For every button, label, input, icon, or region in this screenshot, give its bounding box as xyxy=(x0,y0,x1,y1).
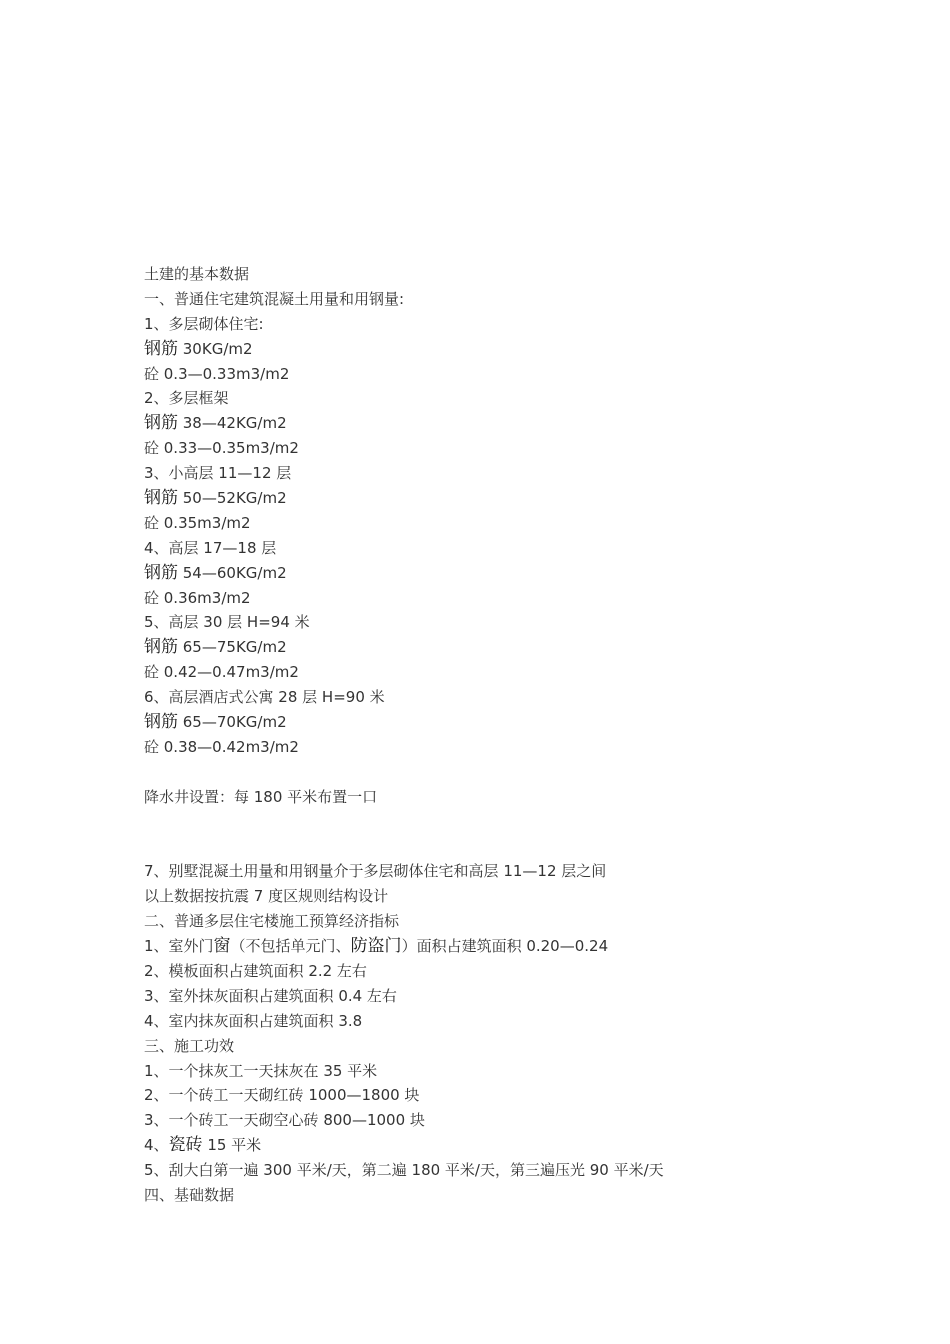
document-line: 5、高层 30 层 H=94 米 xyxy=(144,613,310,632)
document-line: 2、模板面积占建筑面积 2.2 左右 xyxy=(144,961,367,980)
emphasized-text: 瓷砖 xyxy=(168,1135,203,1156)
line-text: 30KG/m2 xyxy=(178,339,253,358)
line-text: ）面积占建筑面积 0.20—0.24 xyxy=(401,937,609,956)
document-line xyxy=(144,635,864,660)
document-line: 3、室外抹灰面积占建筑面积 0.4 左右 xyxy=(144,986,397,1005)
document-line: 一、普通住宅建筑混凝土用量和用钢量: xyxy=(144,289,405,308)
emphasized-text: 钢筋 xyxy=(144,338,178,359)
document-line: 3、小高层 11—12 层 xyxy=(144,464,292,483)
line-text: 54—60KG/m2 xyxy=(178,563,287,582)
document-line: 砼 0.38—0.42m3/m2 xyxy=(144,737,299,756)
document-line: 砼 0.3—0.33m3/m2 xyxy=(144,364,290,383)
document-line: 砼 0.36m3/m2 xyxy=(144,588,251,607)
line-text: 50—52KG/m2 xyxy=(178,489,287,508)
document-line: 7、别墅混凝土用量和用钢量介于多层砌体住宅和高层 11—12 层之间 xyxy=(144,862,607,881)
emphasized-text: 钢筋 xyxy=(144,413,178,434)
document-line xyxy=(144,337,864,362)
document-line: 砼 0.42—0.47m3/m2 xyxy=(144,663,299,682)
document-line: 4、室内抹灰面积占建筑面积 3.8 xyxy=(144,1011,363,1030)
line-text: 38—42KG/m2 xyxy=(178,414,287,433)
line-text: 4、 xyxy=(144,1136,169,1155)
document-line xyxy=(144,710,864,735)
document-line: 4、高层 17—18 层 xyxy=(144,538,277,557)
document-line: 5、刮大白第一遍 300 平米/天，第二遍 180 平米/天，第三遍压光 90 平米/天 xyxy=(144,1161,664,1180)
line-text: 65—70KG/m2 xyxy=(178,713,287,732)
document-line: 砼 0.35m3/m2 xyxy=(144,513,251,532)
emphasized-text: 钢筋 xyxy=(144,488,178,509)
blank-line xyxy=(144,810,864,835)
document-line: 3、一个砖工一天砌空心砖 800—1000 块 xyxy=(144,1111,425,1130)
document-line xyxy=(144,486,864,511)
document-line xyxy=(144,411,864,436)
document-line: 砼 0.33—0.35m3/m2 xyxy=(144,439,299,458)
line-text: 15 平米 xyxy=(202,1136,262,1155)
document-line: 2、一个砖工一天砌红砖 1000—1800 块 xyxy=(144,1086,420,1105)
emphasized-text: 窗 xyxy=(213,936,231,957)
document-line xyxy=(144,934,864,959)
document-line: 以上数据按抗震 7 度区规则结构设计 xyxy=(144,887,389,906)
document-line xyxy=(144,561,864,586)
document-line: 1、多层砌体住宅: xyxy=(144,314,264,333)
document-line: 6、高层酒店式公寓 28 层 H=90 米 xyxy=(144,688,385,707)
document-line: 2、多层框架 xyxy=(144,389,229,408)
document-line: 三、施工功效 xyxy=(144,1036,235,1055)
document-lines xyxy=(144,287,864,1208)
blank-line xyxy=(144,834,864,859)
document-line: 四、基础数据 xyxy=(144,1185,235,1204)
emphasized-text: 钢筋 xyxy=(144,562,178,583)
emphasized-text: 钢筋 xyxy=(144,637,178,658)
emphasized-text: 钢筋 xyxy=(144,712,178,733)
document-title: 土建的基本数据 xyxy=(144,265,250,283)
document-line: 1、一个抹灰工一天抹灰在 35 平米 xyxy=(144,1061,378,1080)
document-line: 二、普通多层住宅楼施工预算经济指标 xyxy=(144,912,400,931)
line-text: （不包括单元门、 xyxy=(230,937,351,956)
document-line xyxy=(144,1133,864,1158)
document-line: 降水井设置：每 180 平米布置一口 xyxy=(144,787,378,806)
document-body xyxy=(144,262,864,1208)
line-text: 65—75KG/m2 xyxy=(178,638,287,657)
line-text: 1、室外门 xyxy=(144,937,214,956)
blank-line xyxy=(144,760,864,785)
emphasized-text: 防盗门 xyxy=(350,936,402,957)
